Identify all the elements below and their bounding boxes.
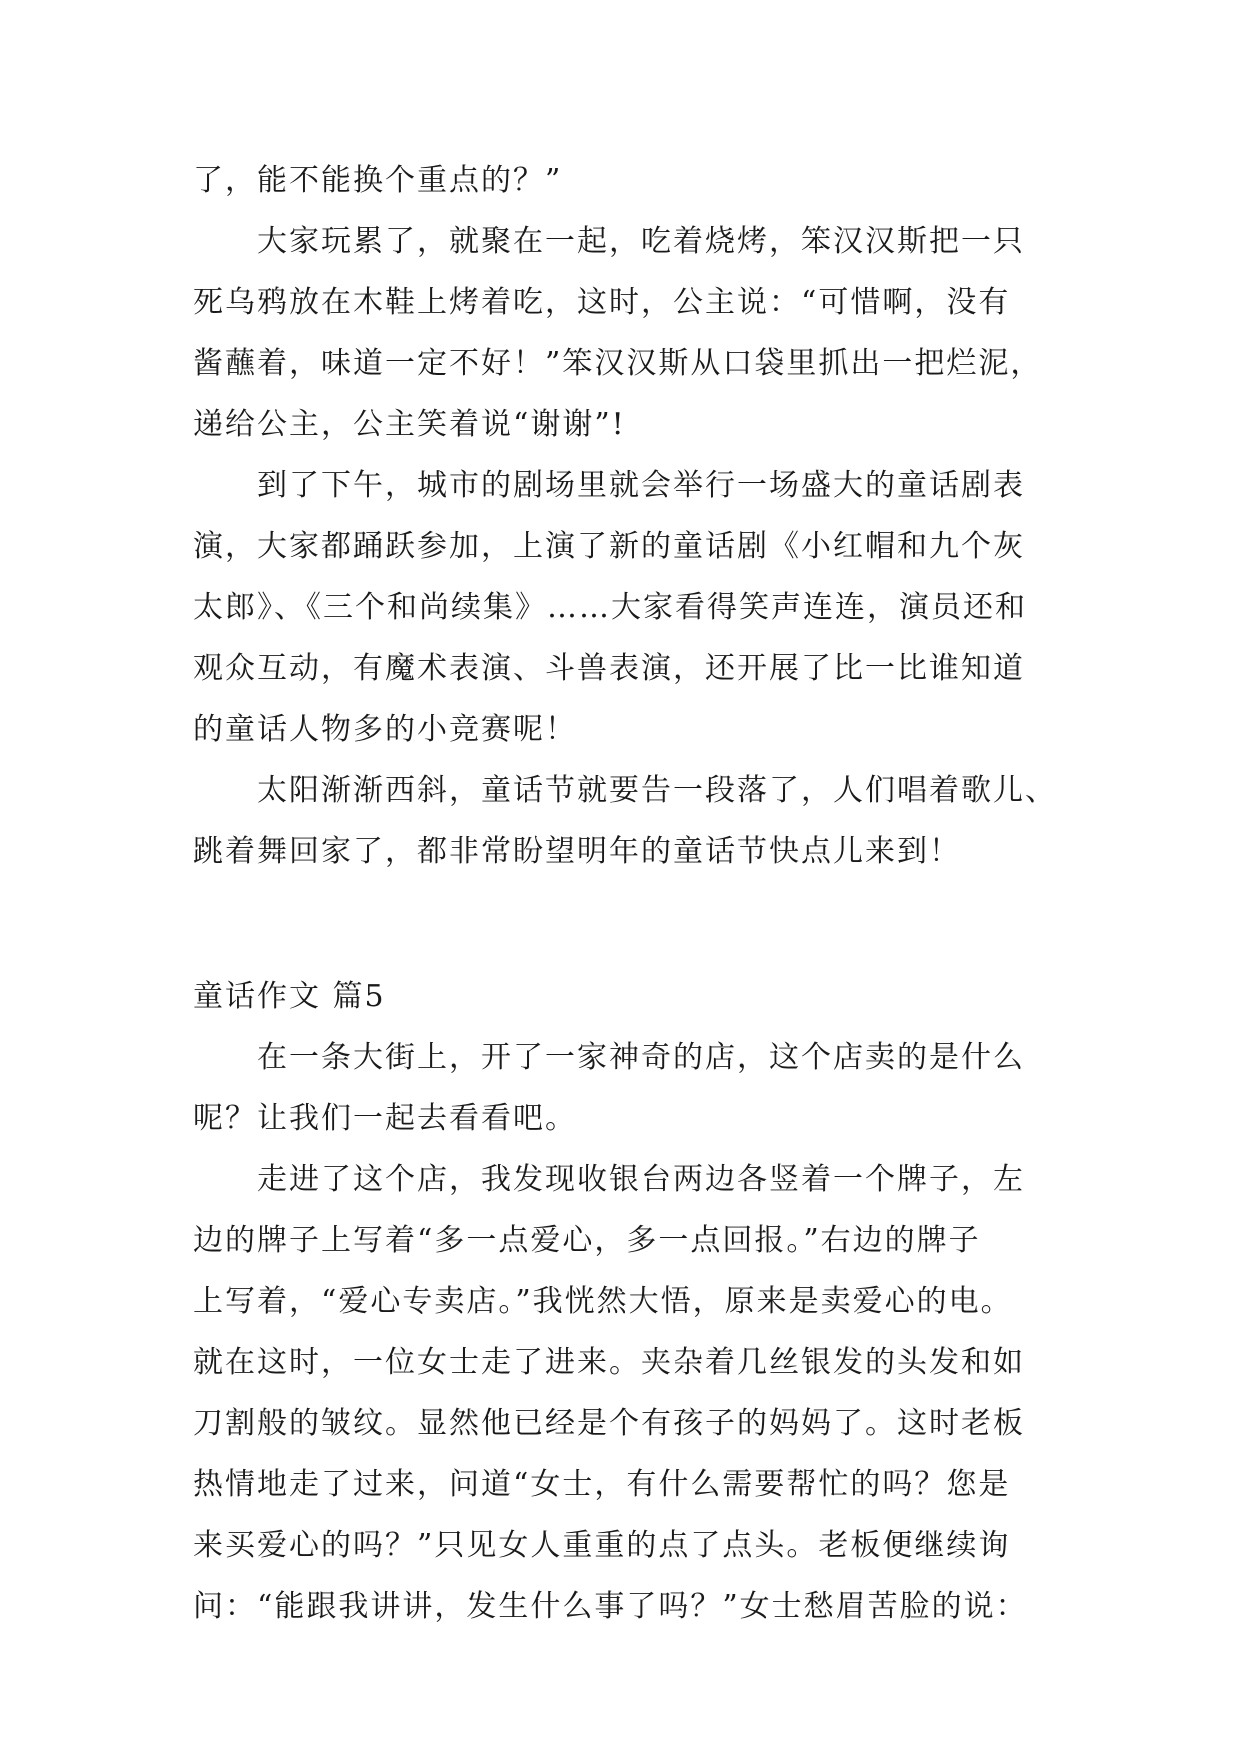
section-spacer: [193, 882, 1053, 966]
text-line: 太郎》、《三个和尚续集》……大家看得笑声连连，演员还和: [193, 590, 1027, 625]
paragraph-intro: [193, 1027, 1053, 1149]
text-line: 递给公主，公主笑着说“谢谢”!: [193, 407, 626, 442]
document-page: [193, 150, 1057, 1637]
text-line: 热情地走了过来，问道“女士，有什么需要帮忙的吗？您是: [193, 1467, 1011, 1502]
text-line: 就在这时，一位女士走了进来。夹杂着几丝银发的头发和如: [193, 1345, 1025, 1380]
text-line: 到了下午，城市的剧场里就会举行一场盛大的童话剧表: [257, 468, 1025, 503]
text-line: 酱蘸着，味道一定不好！”笨汉汉斯从口袋里抓出一把烂泥，: [193, 346, 1043, 381]
paragraph-sunset: [193, 760, 1057, 882]
paragraph-continued: [193, 150, 1053, 211]
text-line: 走进了这个店，我发现收银台两边各竖着一个牌子，左: [257, 1162, 1025, 1197]
text-line: 演，大家都踊跃参加，上演了新的童话剧《小红帽和九个灰: [193, 529, 1025, 564]
text-line: 太阳渐渐西斜，童话节就要告一段落了，人们唱着歌儿、: [257, 773, 1057, 808]
text-line: 观众互动，有魔术表演、斗兽表演，还开展了比一比谁知道: [193, 651, 1025, 686]
text-line: 呢？让我们一起去看看吧。: [193, 1101, 577, 1136]
paragraph-theater: [193, 455, 1053, 760]
paragraph-store: [193, 1149, 1053, 1637]
text-line: 边的牌子上写着“多一点爱心，多一点回报。”右边的牌子: [193, 1223, 981, 1258]
text-line: 大家玩累了，就聚在一起，吃着烧烤，笨汉汉斯把一只: [257, 224, 1025, 259]
text-line: 问：“能跟我讲讲，发生什么事了吗？”女士愁眉苦脸的说：: [193, 1589, 1028, 1624]
paragraph-barbecue: [193, 211, 1053, 455]
text-line: 刀割般的皱纹。显然他已经是个有孩子的妈妈了。这时老板: [193, 1406, 1025, 1441]
text-line: 在一条大街上，开了一家神奇的店，这个店卖的是什么: [257, 1040, 1025, 1075]
text-line: 来买爱心的吗？”只见女人重重的点了点头。老板便继续询: [193, 1528, 1011, 1563]
text-line: 的童话人物多的小竞赛呢！: [193, 712, 577, 747]
text-line: 上写着，“爱心专卖店。”我恍然大悟，原来是卖爱心的电。: [193, 1284, 1013, 1319]
text-line: 了，能不能换个重点的？”: [193, 163, 563, 198]
text-line: 死乌鸦放在木鞋上烤着吃，这时，公主说：“可惜啊，没有: [193, 285, 1011, 320]
section-heading: 童话作文 篇5: [193, 979, 386, 1014]
text-line: 跳着舞回家了，都非常盼望明年的童话节快点儿来到！: [193, 834, 961, 869]
